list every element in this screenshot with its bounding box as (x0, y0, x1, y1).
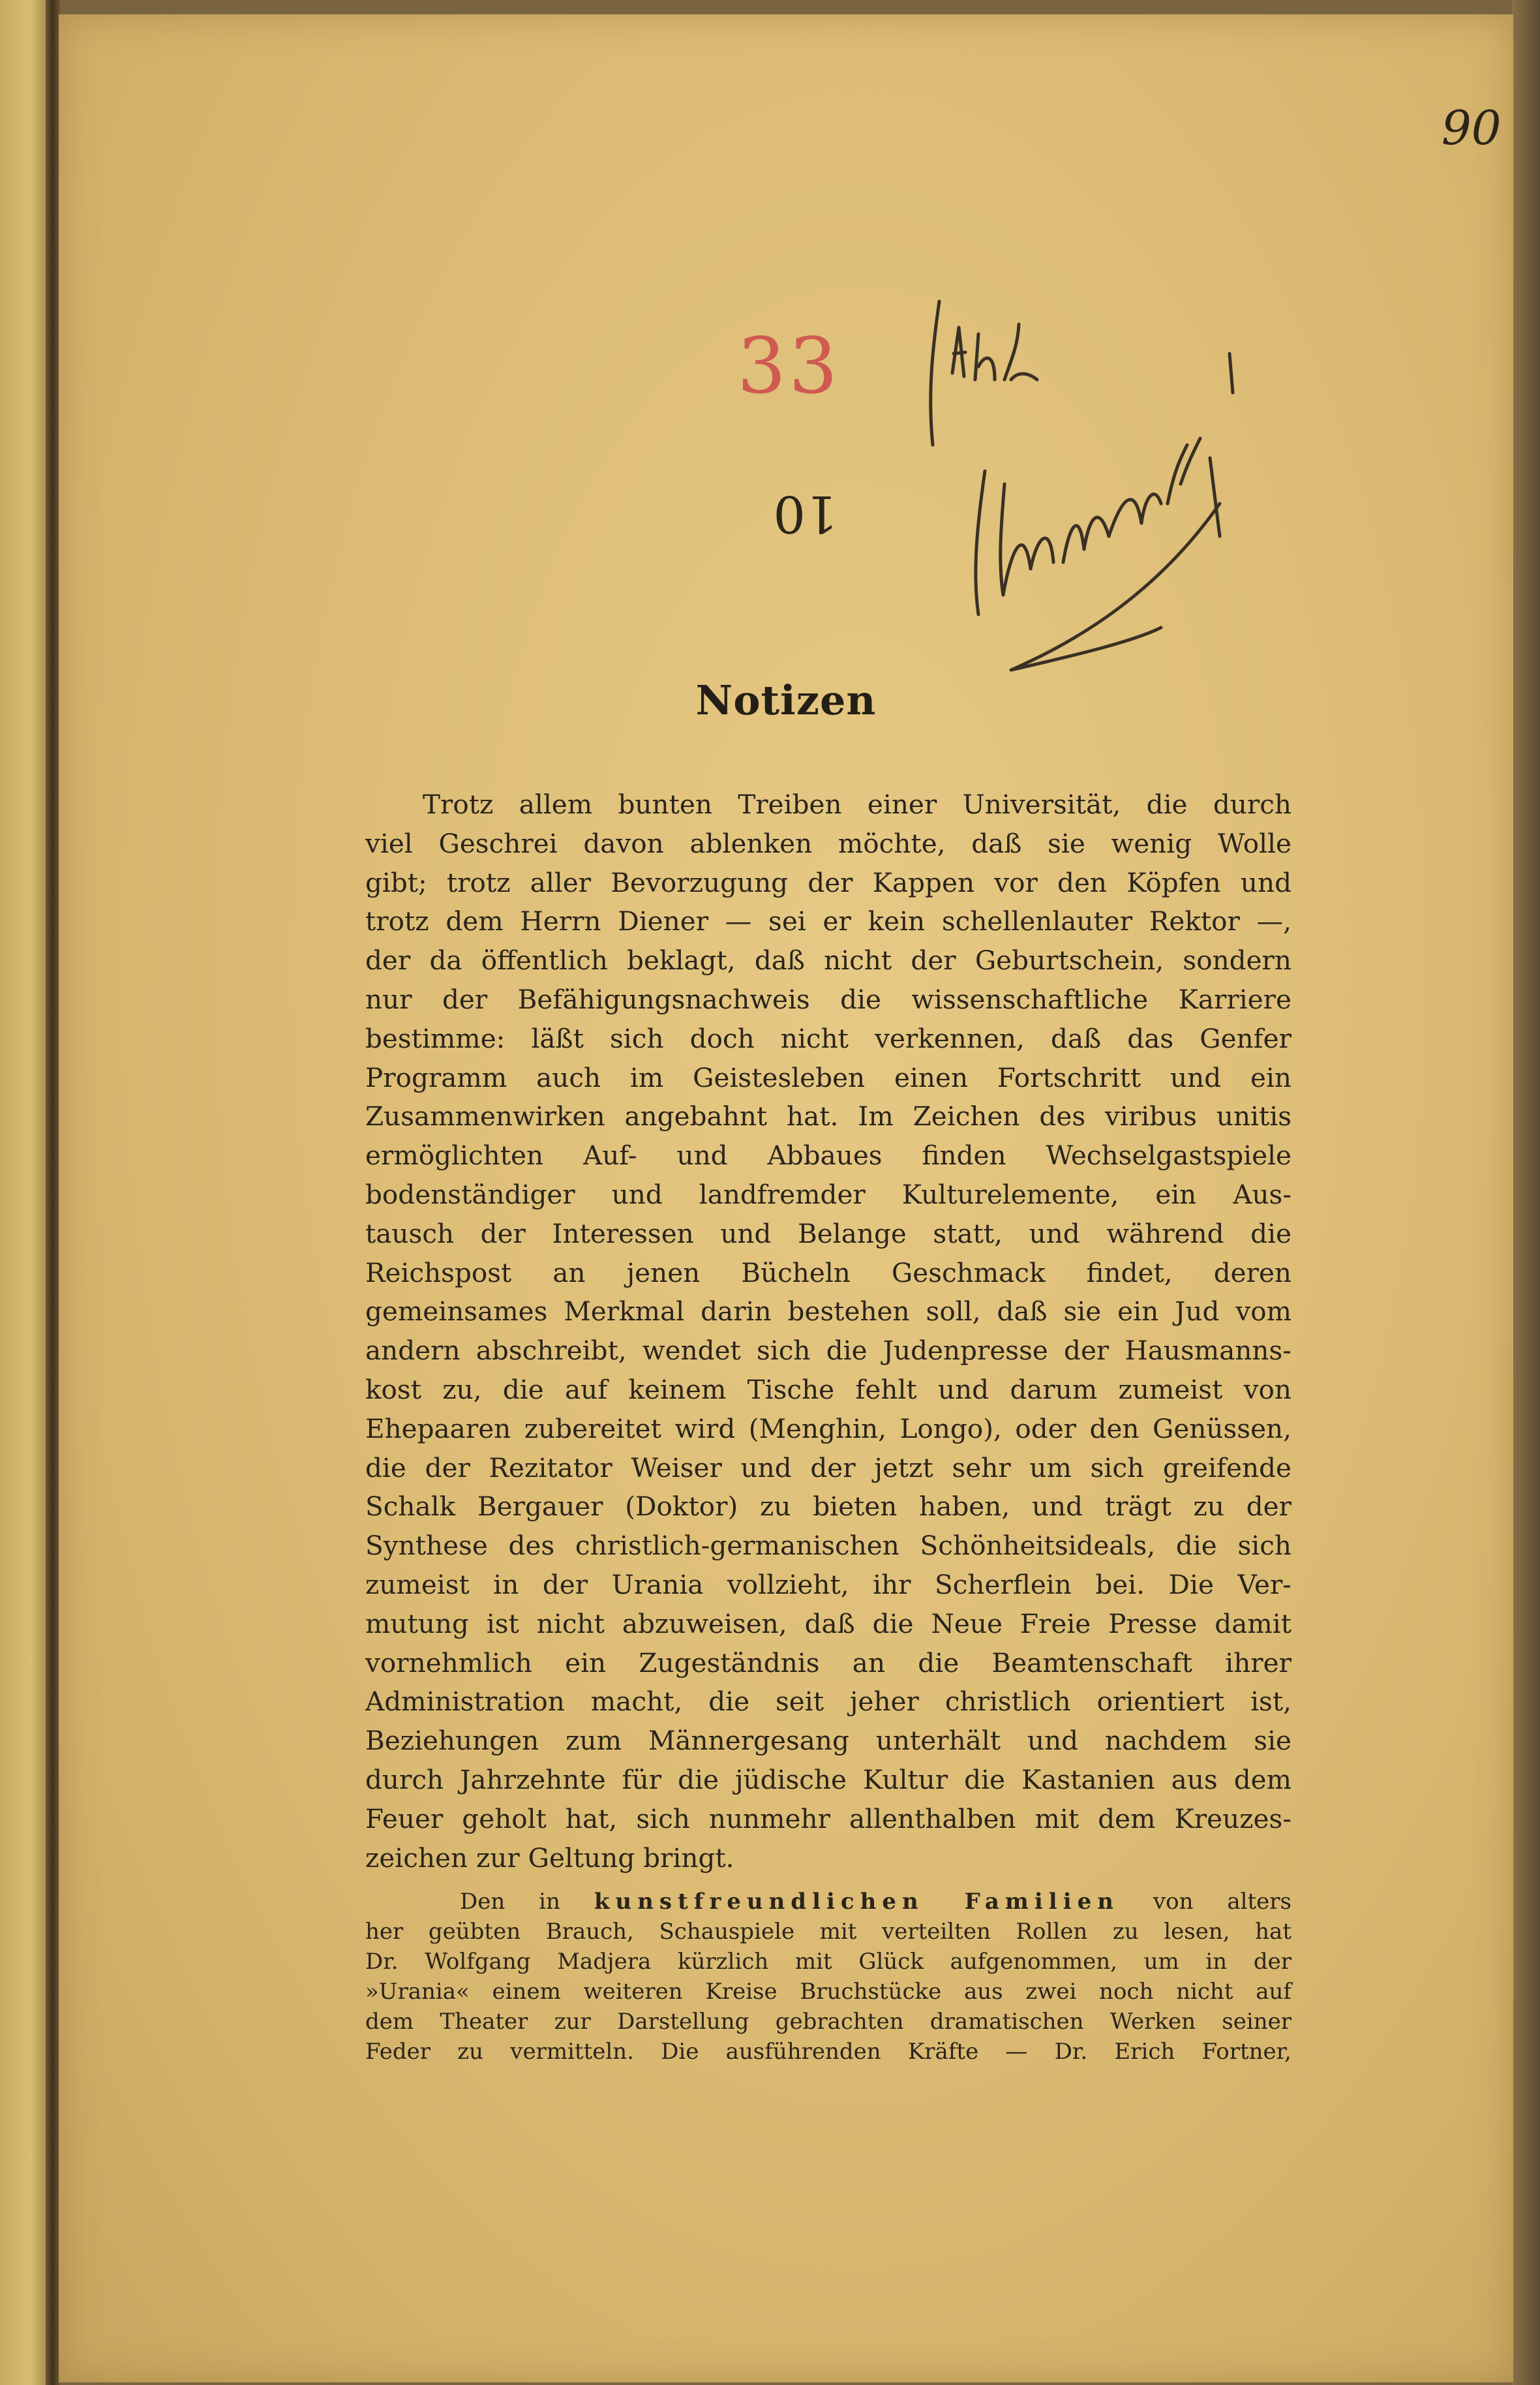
text-line: bodenständiger und landfremder Kulturelemente, ein Aus- (365, 1178, 1291, 1210)
text-segment: von alters (1119, 1889, 1291, 1915)
document-page (59, 14, 1513, 2382)
text-line: Zusammenwirken angebahnt hat. Im Zeichen des viribus unitis (365, 1101, 1291, 1132)
text-line: gibt; trotz aller Bevorzugung der Kappen vor den Köpfen und (365, 866, 1291, 898)
text-line: andern abschreibt, wendet sich die Judenpresse der Hausmanns- (365, 1335, 1291, 1367)
text-line: Trotz allem bunten Treiben einer Universität, die durch (423, 789, 1291, 820)
text-line: zeichen zur Geltung bringt. (365, 1842, 734, 1874)
article-body (365, 785, 1291, 1877)
text-line: bestimme: läßt sich doch nicht verkennen, daß das Genfer (365, 1022, 1291, 1054)
text-line (365, 1887, 1291, 1917)
text-line: dem Theater zur Darstellung gebrachten dramatischen Werken seiner (365, 2009, 1291, 2035)
text-line: viel Geschrei davon ablenken möchte, daß sie wenig Wolle (365, 827, 1291, 859)
text-line: kost zu, die auf keinem Tische fehlt und darum zumeist von (365, 1373, 1291, 1405)
text-line: mutung ist nicht abzuweisen, daß die Neue Freie Presse damit (365, 1607, 1291, 1639)
text-line: gemeinsames Merkmal darin bestehen soll, daß sie ein Jud vom (365, 1296, 1291, 1328)
section-heading: Notizen (695, 676, 877, 724)
text-line: vornehmlich ein Zugeständnis an die Beamtenschaft ihrer (365, 1647, 1291, 1679)
page-right-edge (1512, 0, 1540, 2385)
spaced-emphasis: kunstfreundlichen Familien (594, 1889, 1119, 1915)
text-line: Programm auch im Geistesleben einen Fortschritt und ein (365, 1061, 1291, 1093)
book-gutter (46, 0, 60, 2385)
text-line: Feder zu vermitteln. Die ausführenden Kräfte — Dr. Erich Fortner, (365, 2039, 1291, 2065)
text-line: durch Jahrzehnte für die jüdische Kultur die Kastanien aus dem (365, 1763, 1291, 1795)
text-line: Dr. Wolfgang Madjera kürzlich mit Glück aufgenommen, um in der (365, 1949, 1291, 1975)
text-line: Administration macht, die seit jeher christlich orientiert ist, (365, 1686, 1291, 1718)
page-number: 10 (773, 484, 838, 543)
text-line: Ehepaaren zubereitet wird (Menghin, Longo), oder den Genüssen, (365, 1412, 1291, 1444)
text-line: Synthese des christlich-germanischen Schönheitsideals, die sich (365, 1530, 1291, 1562)
folio-annotation: 90 (1442, 100, 1502, 155)
text-line: her geübten Brauch, Schauspiele mit verteilten Rollen zu lesen, hat (365, 1919, 1291, 1945)
text-line: der da öffentlich beklagt, daß nicht der Geburtschein, sondern (365, 945, 1291, 977)
text-line: Beziehungen zum Männergesang unterhält und nachdem sie (365, 1725, 1291, 1757)
text-line: trotz dem Herrn Diener — sei er kein schellenlauter Rektor —, (365, 905, 1291, 937)
text-line: zumeist in der Urania vollzieht, ihr Scherflein bei. Die Ver- (365, 1568, 1291, 1600)
text-segment: Den in (460, 1889, 594, 1915)
text-line: nur der Befähigungsnachweis die wissenschaftliche Karriere (365, 983, 1291, 1015)
small-print-paragraph (365, 1887, 1291, 2067)
facing-page-edge (0, 0, 51, 2385)
text-line: tausch der Interessen und Belange statt, und während die (365, 1217, 1291, 1249)
text-line: »Urania« einem weiteren Kreise Bruchstücke aus zwei noch nicht auf (365, 1979, 1291, 2005)
text-line: Feuer geholt hat, sich nunmehr allenthalben mit dem Kreuzes- (365, 1802, 1291, 1834)
text-line: ermöglichten Auf- und Abbaues finden Wechselgastspiele (365, 1140, 1291, 1172)
text-line: Reichspost an jenen Bücheln Geschmack findet, deren (365, 1256, 1291, 1288)
text-line: die der Rezitator Weiser und der jetzt sehr um sich greifende (365, 1451, 1291, 1483)
handwritten-signature (913, 288, 1278, 680)
red-number-annotation: 33 (737, 321, 841, 411)
text-line: Schalk Bergauer (Doktor) zu bieten haben, und trägt zu der (365, 1491, 1291, 1523)
